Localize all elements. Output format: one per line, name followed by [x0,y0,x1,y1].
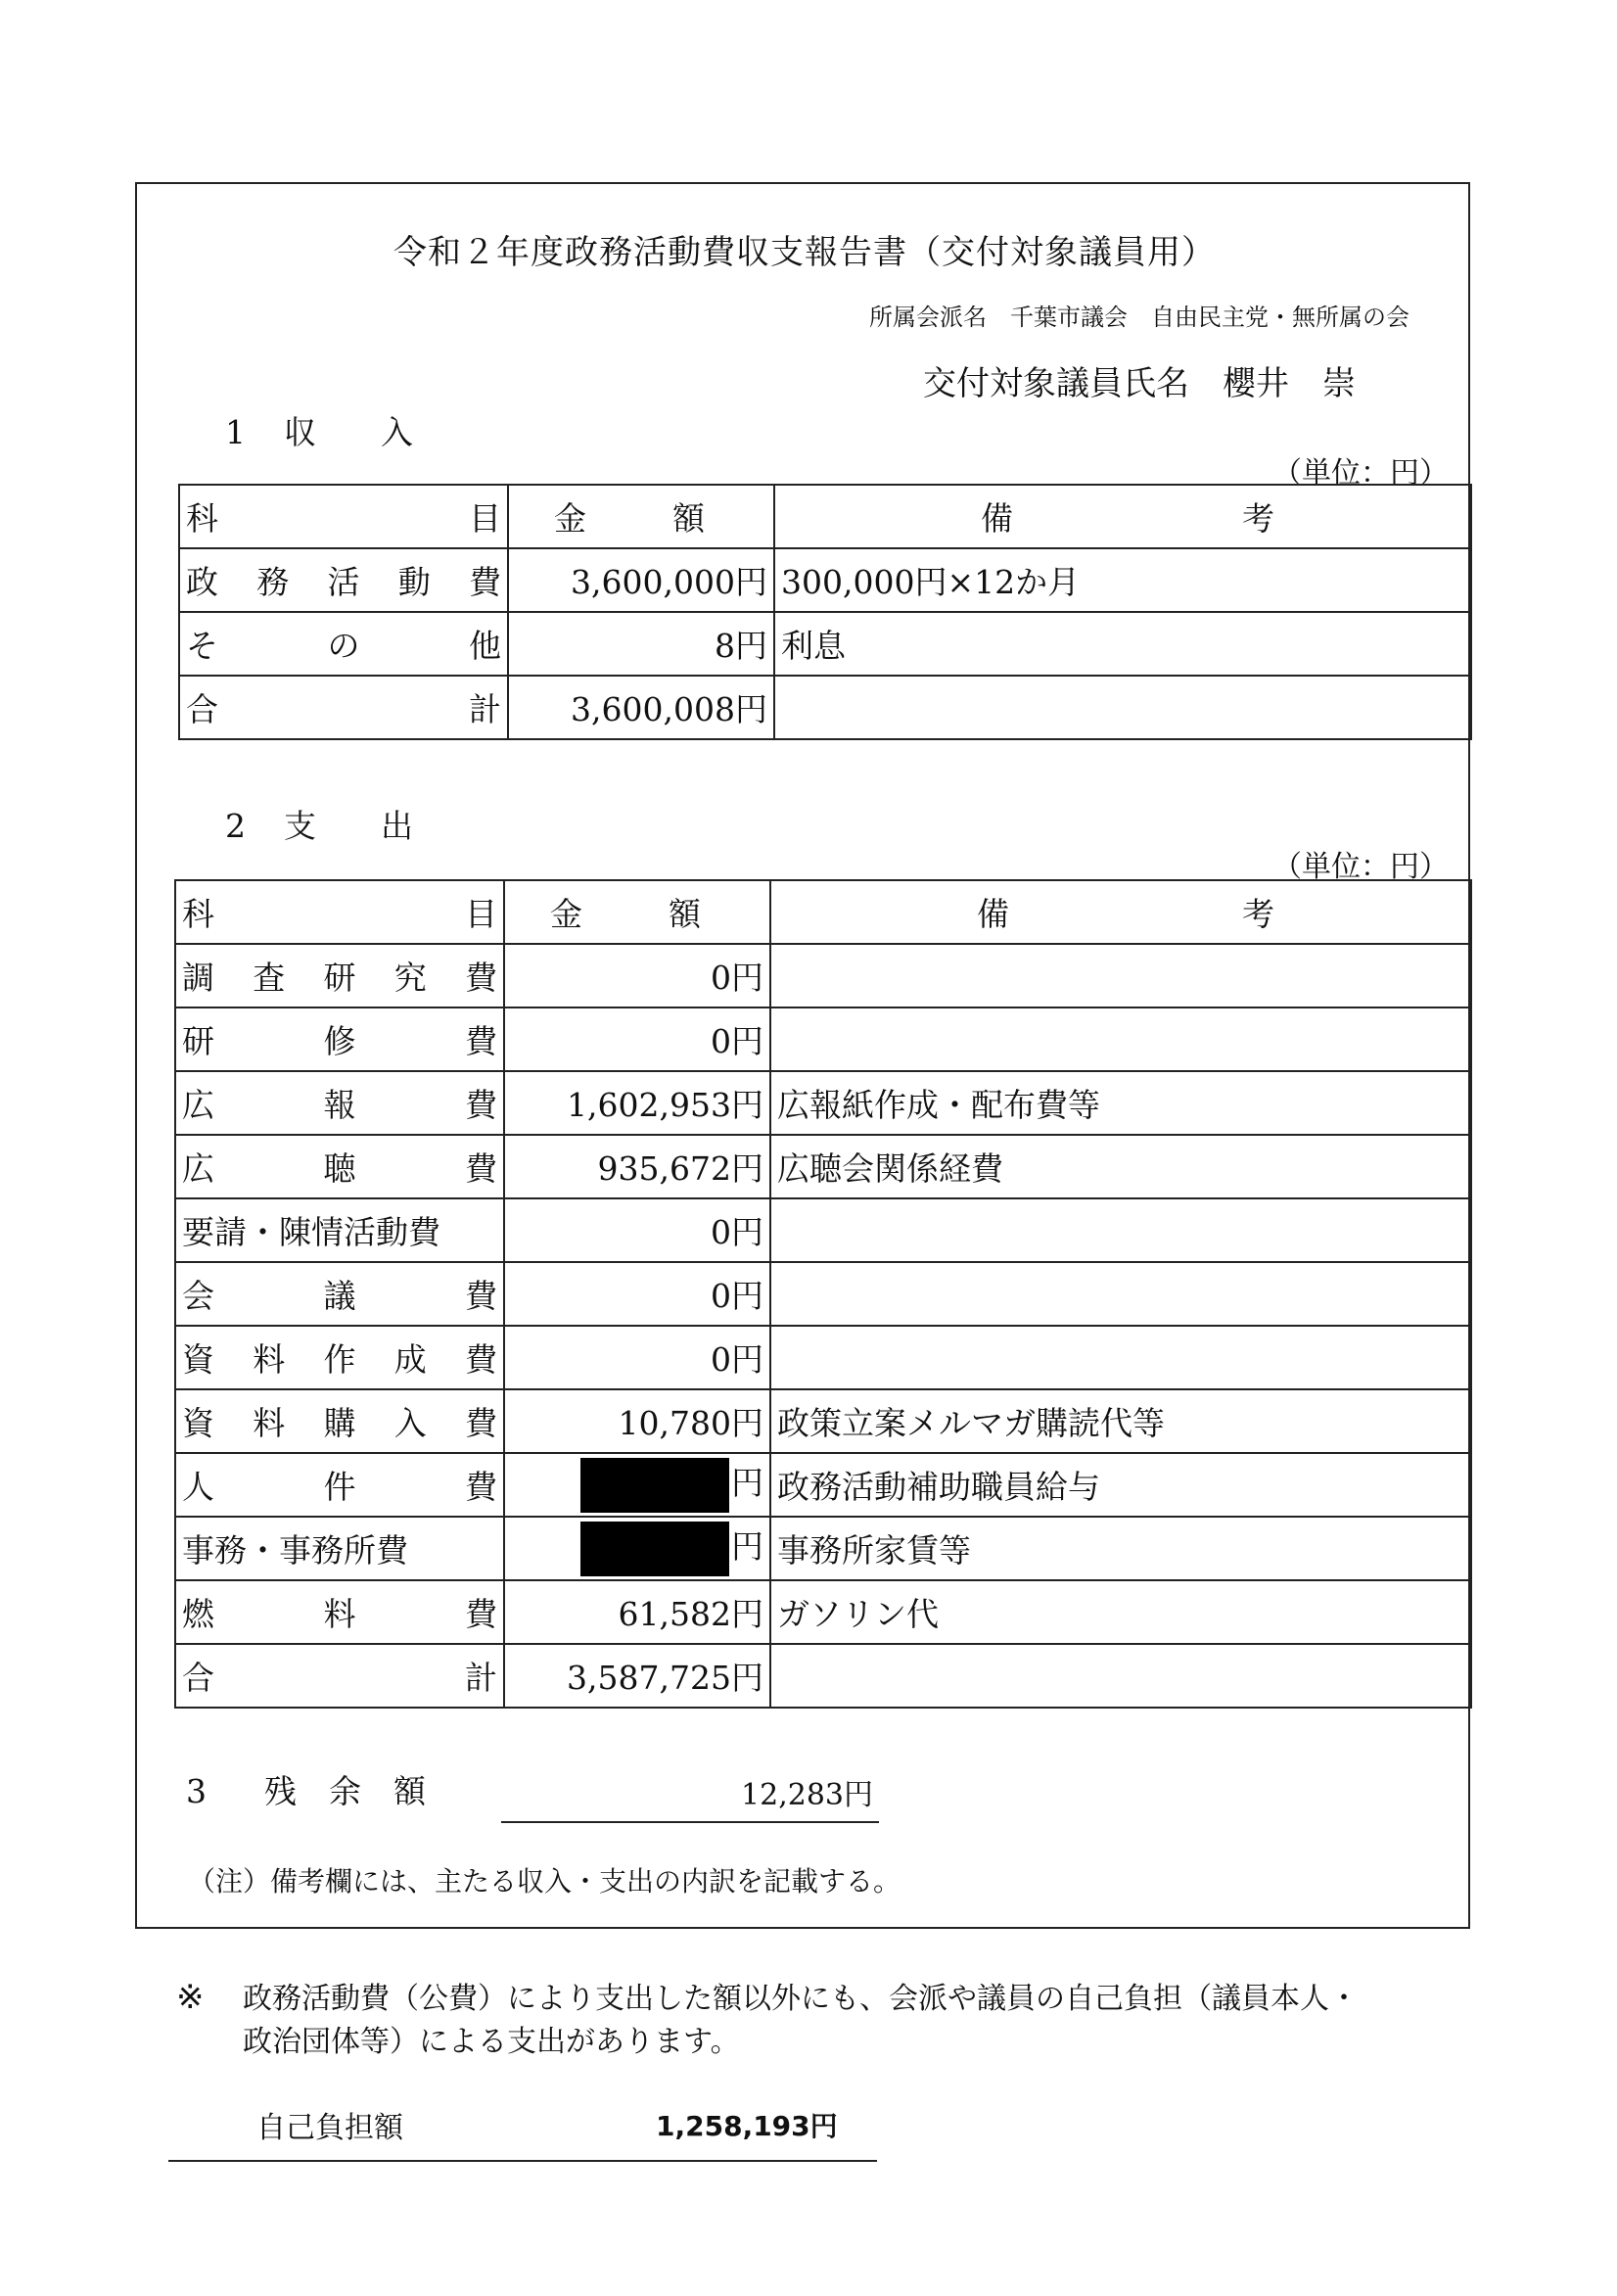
row-amount [504,1389,770,1453]
member-name: 交付対象議員氏名 櫻井 崇 [923,364,1356,403]
subject-char: の [327,627,360,665]
row-subject [175,1453,504,1517]
report-frame [135,182,1470,1929]
amount-text: 3,587,725円 [567,1659,763,1697]
row-amount [508,612,774,676]
subject-char: そ [186,627,218,665]
disclaimer-mark: ※ [176,1978,205,2017]
subject-char: 会 [182,1277,214,1315]
subject-char: 人 [182,1468,214,1506]
header-note-text [977,889,1274,935]
header-note [770,880,1471,944]
amount-text: 0円 [711,1277,763,1315]
justified-text [182,1080,497,1126]
amount-text: 円 [731,1526,763,1566]
header-note [774,485,1471,548]
row-subject [175,944,504,1007]
subject-char: 合 [186,690,218,728]
amount-text: 0円 [711,1213,763,1251]
table-row [175,1262,1471,1326]
amount-text: 935,672円 [597,1149,763,1188]
subject-char: 修 [323,1022,356,1060]
faction-name: 所属会派名 千葉市議会 自由民主党・無所属の会 [869,304,1409,331]
subject-char: 資 [182,1404,214,1442]
subject-char: 調 [182,959,214,997]
amount-text: 61,582円 [618,1595,763,1633]
subject-char: 広 [182,1149,214,1188]
subject-char: 費 [469,563,501,601]
table-row [175,1326,1471,1389]
row-note [770,1007,1471,1071]
row-subject [175,1135,504,1198]
row-note: 事務所家賃等 [770,1517,1471,1580]
subject-char: 広 [182,1086,214,1124]
row-amount [504,1198,770,1262]
header-note-text [981,493,1274,539]
self-pay-value: 1,258,193円 [656,2110,838,2142]
justified-text [182,1271,497,1317]
subject-char: 聴 [323,1149,356,1188]
amount-text: 1,602,953円 [567,1086,763,1124]
row-subject [175,1326,504,1389]
table-row [179,612,1471,676]
subject-char: 活 [327,563,360,601]
amount-text: 0円 [711,959,763,997]
subject-char: 務 [256,563,290,601]
header-amount [508,485,774,548]
row-note: 広報紙作成・配布費等 [770,1071,1471,1135]
row-note: 政策立案メルマガ購読代等 [770,1389,1471,1453]
row-subject [175,1007,504,1071]
header-subject [179,485,508,548]
row-note [770,1262,1471,1326]
subject-char: 政 [186,563,218,601]
expense-heading-num: 2 [225,807,248,845]
justified-text [182,1016,497,1062]
row-subject [179,676,508,739]
subject-char: 目 [465,895,497,933]
income-heading-label: 収 入 [284,413,413,451]
header-amount [504,880,770,944]
row-note [770,1644,1471,1708]
balance-value: 12,283円 [741,1778,873,1812]
header-char: 金 [550,895,582,933]
row-amount [504,1262,770,1326]
header-char: 備 [977,895,1009,933]
table-row [175,1389,1471,1453]
row-amount [504,1580,770,1644]
expense-heading [225,801,413,847]
header-subject [175,880,504,944]
table-row [179,676,1471,739]
table-row [175,1644,1471,1708]
row-note [770,1326,1471,1389]
justified-text [182,1462,497,1508]
subject-char: 費 [465,1340,497,1379]
row-note: ガソリン代 [770,1580,1471,1644]
subject-char: 合 [182,1659,214,1697]
table-row [175,1517,1471,1580]
justified-text [186,684,501,730]
balance-label: 残 余 額 [264,1772,426,1810]
subject-char: 購 [323,1404,356,1442]
subject-char: 研 [182,1022,214,1060]
subject-char: 計 [465,1659,497,1697]
justified-text [182,1589,497,1635]
row-note [774,676,1471,739]
row-amount [508,548,774,612]
row-amount [504,1135,770,1198]
subject-char: 科 [186,499,218,538]
self-pay-label: 自己負担額 [256,2111,403,2145]
subject-char: 究 [393,959,427,997]
table-header-row [179,485,1471,548]
subject-char: 他 [469,627,501,665]
table-row [175,1071,1471,1135]
row-amount [504,1071,770,1135]
income-unit: （単位：円） [1272,456,1449,491]
subject-char: 科 [182,895,214,933]
justified-text [182,1207,497,1253]
subject-char: 作 [323,1340,356,1379]
subject-char: 研 [323,959,356,997]
amount-text: 8円 [715,627,767,665]
row-amount [508,676,774,739]
header-char: 金 [554,499,586,538]
amount-text: 0円 [711,1022,763,1060]
justified-text [186,557,501,603]
subject-char: 計 [469,690,501,728]
income-table [178,484,1472,740]
subject-char: 費 [465,1595,497,1633]
row-amount [504,1644,770,1708]
table-row [175,1135,1471,1198]
row-subject [175,1262,504,1326]
justified-text [182,953,497,999]
amount-text: 円 [731,1463,763,1502]
redaction-block [580,1522,729,1576]
header-amount-text [550,889,701,935]
header-char: 考 [1242,499,1274,538]
subject-char: 事務・事務所費 [182,1531,408,1570]
subject-char: 議 [323,1277,356,1315]
remarks-note: （注）備考欄には、主たる収入・支出の内訳を記載する。 [188,1865,901,1898]
row-subject [175,1389,504,1453]
subject-char: 件 [323,1468,356,1506]
row-subject [175,1644,504,1708]
income-heading [225,407,413,453]
justified-text [182,1335,497,1381]
row-note: 政務活動補助職員給与 [770,1453,1471,1517]
header-char: 備 [981,499,1013,538]
subject-char: 成 [393,1340,427,1379]
subject-char: 入 [393,1404,427,1442]
expense-unit: （単位：円） [1272,850,1449,884]
header-amount-text [554,493,705,539]
row-amount [504,1007,770,1071]
row-note: 広聴会関係経費 [770,1135,1471,1198]
justified-text [182,889,497,935]
subject-char: 料 [253,1340,286,1379]
subject-char: 費 [465,1404,497,1442]
subject-char: 費 [465,1086,497,1124]
subject-char: 資 [182,1340,214,1379]
balance-heading [186,1766,426,1812]
row-subject [179,548,508,612]
row-amount [504,1517,770,1580]
subject-char: 料 [323,1595,356,1633]
subject-char: 査 [253,959,286,997]
amount-text: 3,600,000円 [571,563,767,601]
table-row [175,1198,1471,1262]
row-note [770,944,1471,1007]
disclaimer-line-1: 政務活動費（公費）により支出した額以外にも、会派や議員の自己負担（議員本人・ [243,1982,1359,2016]
amount-text: 10,780円 [618,1404,763,1442]
header-char: 額 [672,499,705,538]
subject-char: 要請・陳情活動費 [182,1213,440,1251]
balance-num: 3 [186,1772,207,1810]
table-header-row [175,880,1471,944]
subject-char: 費 [465,1022,497,1060]
row-amount [504,944,770,1007]
justified-text [182,1144,497,1190]
header-char: 額 [669,895,701,933]
disclaimer-line-2: 政治団体等）による支出があります。 [243,2025,740,2059]
row-subject [175,1071,504,1135]
table-row [175,1580,1471,1644]
row-subject [175,1198,504,1262]
subject-char: 報 [323,1086,356,1124]
income-heading-num: 1 [225,413,248,451]
subject-char: 費 [465,959,497,997]
justified-text [186,621,501,667]
table-row [179,548,1471,612]
row-amount [504,1453,770,1517]
balance-underline [501,1821,879,1823]
subject-char: 費 [465,1149,497,1188]
row-note: 300,000円×12か月 [774,548,1471,612]
justified-text [186,493,501,539]
justified-text [182,1398,497,1444]
justified-text [182,1653,497,1699]
subject-char: 目 [469,499,501,538]
subject-char: 費 [465,1468,497,1506]
report-title: 令和２年度政務活動費収支報告書（交付対象議員用） [393,233,1216,272]
table-row [175,1453,1471,1517]
redaction-block [580,1458,729,1513]
subject-char: 費 [465,1277,497,1315]
row-note [770,1198,1471,1262]
subject-char: 燃 [182,1595,214,1633]
subject-char: 動 [397,563,431,601]
header-char: 考 [1242,895,1274,933]
self-pay-underline [168,2160,877,2162]
row-amount [504,1326,770,1389]
row-note: 利息 [774,612,1471,676]
row-subject [175,1580,504,1644]
table-row [175,944,1471,1007]
table-row [175,1007,1471,1071]
expense-table [174,879,1472,1709]
amount-text: 0円 [711,1340,763,1379]
row-subject [179,612,508,676]
row-subject [175,1517,504,1580]
expense-heading-label: 支 出 [284,807,413,845]
subject-char: 料 [253,1404,286,1442]
amount-text: 3,600,008円 [571,690,767,728]
justified-text [182,1525,497,1571]
